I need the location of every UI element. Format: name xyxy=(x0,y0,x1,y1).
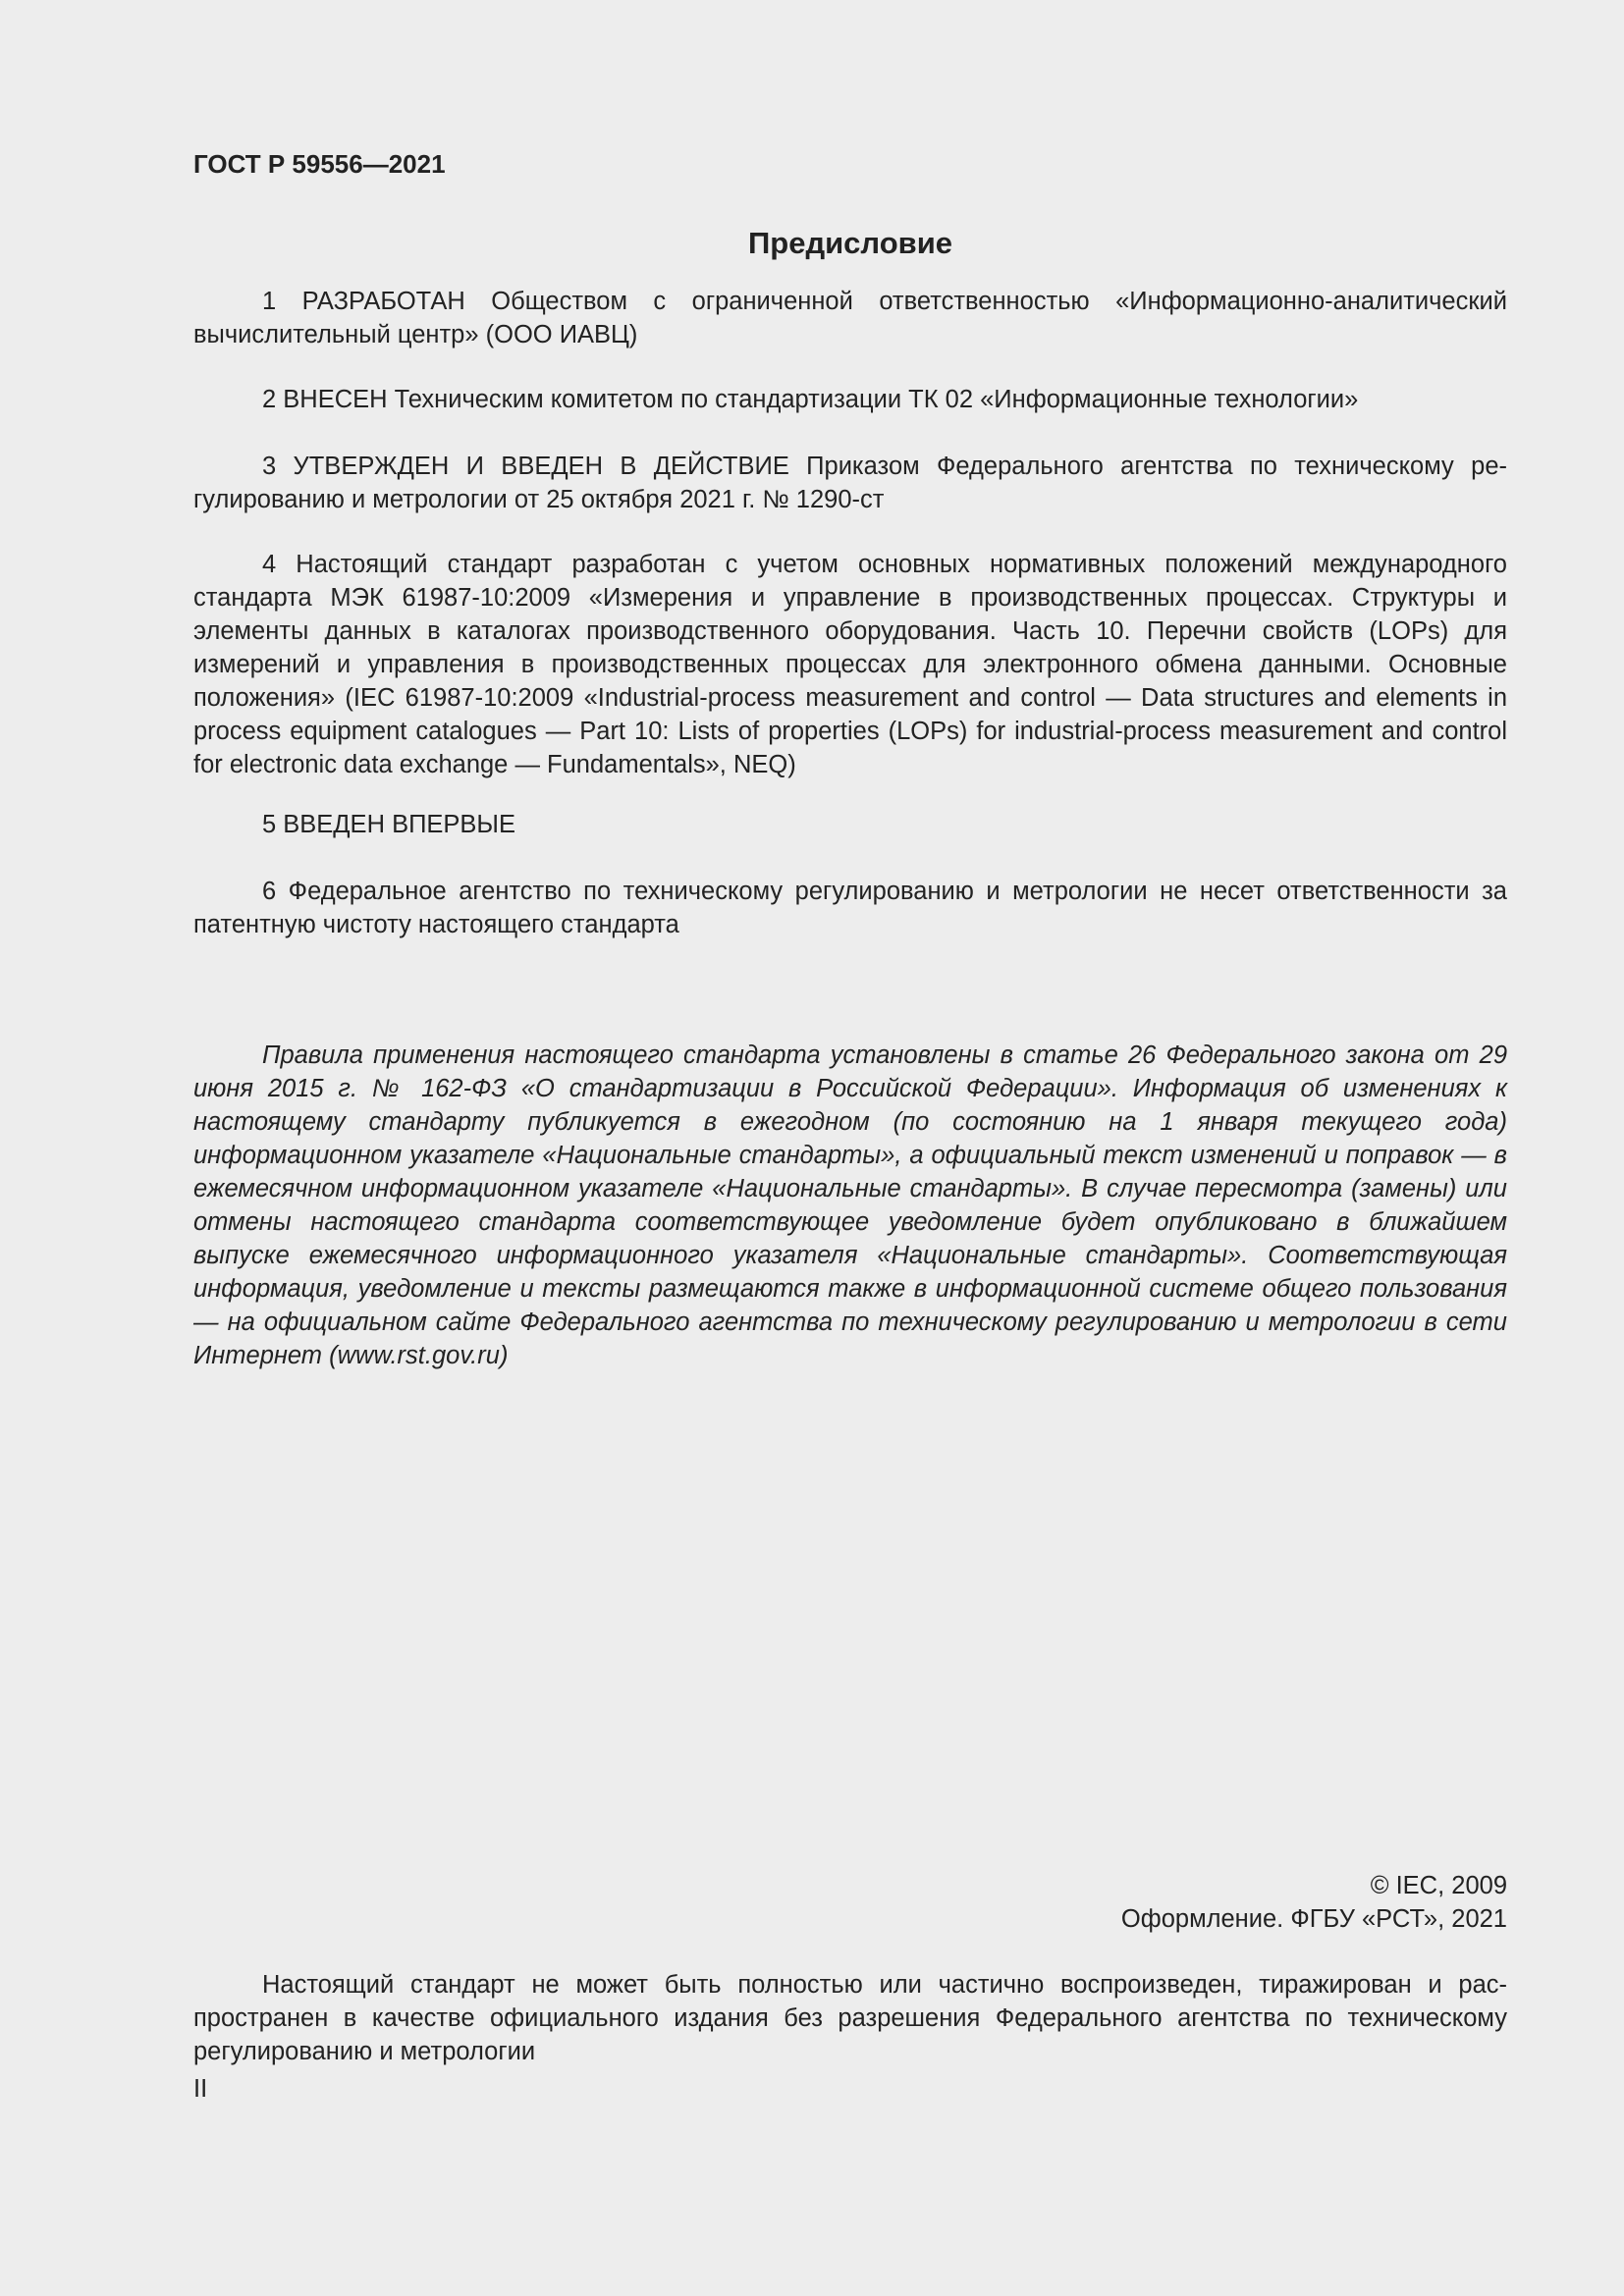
foreword-title: Предисловие xyxy=(747,226,952,260)
foreword-item-2: 2 ВНЕСЕН Техническим комитетом по стандартизации ТК 02 «Информационные технологии» xyxy=(262,386,1359,413)
copyright-iec: © IEC, 2009 xyxy=(1370,1872,1507,1899)
copyright-design: Оформление. ФГБУ «РСТ», 2021 xyxy=(1120,1905,1507,1933)
page-number: II xyxy=(193,2075,208,2103)
document-page xyxy=(193,0,1507,2296)
foreword-item-6: 6 Федеральное агентство по техническому регулированию и метрологии не несет ответственности за патентную чистоту настоящего стандарта xyxy=(193,878,1507,938)
document-id: ГОСТ Р 59556—2021 xyxy=(193,149,446,179)
rules-notice: Правила применения настоящего стандарта установлены в статье 26 Федерального закона от 29 июня 2015 г. № 162-ФЗ «О стандартизации в Российской Федерации». Информация об изменениях к настоящему стандарту публикуется в ежегодном (по состоянию на 1 января текущего года) информационном указателе «Национальные стандарты», а официальный текст изменений и поправок — в ежемесячном информационном указателе «Национальные стандарты». В случае пересмотра (замены) или отмены настоящего стандарта соответствующее уведомление будет опубликовано в ближайшем выпуске ежемесячного информационного указателя «Национальные стандарты». Соответствующая информация, уведомление и тексты размещаются также в информационной системе общего пользования — на официальном сайте Федерального агентства по техническому регулированию и метрологии в сети Интернет (www.rst.gov.ru) xyxy=(193,1041,1507,1369)
foreword-item-4: 4 Настоящий стандарт разработан с учетом основных нормативных положений международного стандарта МЭК 61987-10:2009 «Измерения и управление в производственных процессах. Структуры и элементы данных в каталогах производственного оборудования. Часть 10. Перечни свойств (LOPs) для измерений и управления в производственных процессах для электронного обмена данными. Основные положения» (IEC 61987-10:2009 «Industrial-process measurement and control — Data structures and elements in process equipment catalogues — Part 10: Lists of properties (LOPs) for industrial-process measurement and control for electronic data exchange — Fundamentals», NEQ) xyxy=(193,551,1507,778)
reproduction-notice: Настоящий стандарт не может быть полностью или частично воспроизведен, тиражирован и распространен в качестве официального издания без разрешения Федерального агентства по техническому регулированию и метрологии xyxy=(193,1971,1507,2065)
foreword-item-1: 1 РАЗРАБОТАН Обществом с ограниченной ответственностью «Информационно-аналитический вычислительный центр» (ООО ИАВЦ) xyxy=(193,288,1507,348)
foreword-item-3: 3 УТВЕРЖДЕН И ВВЕДЕН В ДЕЙСТВИЕ Приказом Федерального агентства по техническому регулированию и метрологии от 25 октября 2021 г. № 1290-ст xyxy=(193,453,1507,513)
foreword-item-5: 5 ВВЕДЕН ВПЕРВЫЕ xyxy=(262,811,516,838)
